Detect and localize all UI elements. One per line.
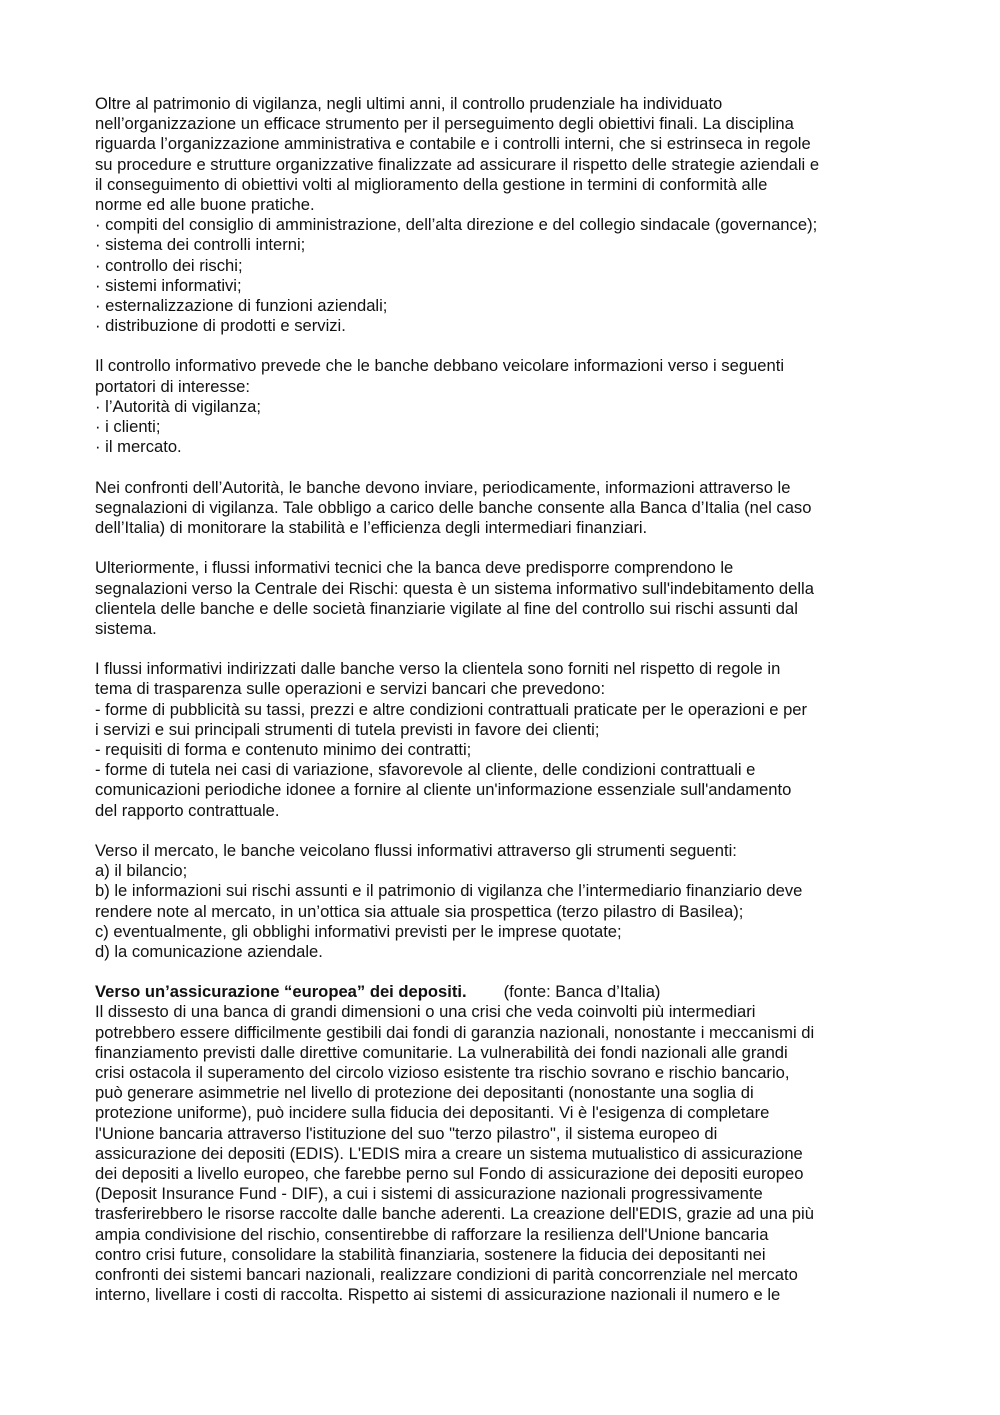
organization-section [95,94,925,336]
paragraph-line: Il controllo informativo prevede che le banche debbano veicolare informazioni verso i seguenti [95,356,785,376]
list-item: - forme di pubblicità su tassi, prezzi e altre condizioni contrattuali praticate per le operazioni e per [95,699,808,719]
section-heading-row [95,982,925,1002]
paragraph-line: il conseguimento di obiettivi volti al miglioramento della gestione in termini di conformità alle [95,174,768,194]
paragraph-line: Verso il mercato, le banche veicolano flussi informativi attraverso gli strumenti seguenti: [95,840,737,860]
paragraph-line: può generare asimmetrie nel livello di protezione dei depositanti (nonostante una soglia di [95,1083,754,1103]
paragraph-line: segnalazioni di vigilanza. Tale obbligo a carico delle banche consente alla Banca d’Italia (nel caso [95,497,812,517]
list-item: · distribuzione di prodotti e servizi. [95,316,346,336]
clients-section [95,659,925,821]
list-item: b) le informazioni sui rischi assunti e il patrimonio di vigilanza che l’intermediario finanziario deve [95,881,803,901]
paragraph-spacer [95,962,925,982]
edis-section [95,982,925,1305]
paragraph-line: assicurazione dei depositi (EDIS). L'EDIS mira a creare un sistema mutualistico di assicurazione [95,1143,803,1163]
paragraph-line: protezione uniforme), può incidere sulla fiducia dei depositanti. Vi è l'esigenza di completare [95,1103,770,1123]
paragraph-line: potrebbero essere difficilmente gestibili dai fondi di garanzia nazionali, nonostante i meccanismi di [95,1022,815,1042]
list-item: d) la comunicazione aziendale. [95,941,323,961]
paragraph-line: segnalazioni verso la Centrale dei Rischi: questa è un sistema informativo sull'indebitamento della [95,578,814,598]
paragraph-spacer [95,538,925,558]
paragraph-line: Oltre al patrimonio di vigilanza, negli ultimi anni, il controllo prudenziale ha individuato [95,94,723,113]
paragraph-line: portatori di interesse: [95,376,250,396]
list-item: i servizi e sui principali strumenti di tutela previsti in favore dei clienti; [95,719,600,739]
list-item: - forme di tutela nei casi di variazione, sfavorevole al cliente, delle condizioni contrattuali e [95,760,756,780]
list-item: c) eventualmente, gli obblighi informativi previsti per le imprese quotate; [95,921,622,941]
paragraph-line: Il dissesto di una banca di grandi dimensioni o una crisi che veda coinvolti più intermediari [95,1002,756,1022]
paragraph-line: norme ed alle buone pratiche. [95,194,315,214]
paragraph-line: dell’Italia) di monitorare la stabilità e l’efficienza degli intermediari finanziari. [95,517,648,537]
paragraph-spacer [95,457,925,477]
paragraph-line: trasferirebbero le risorse raccolte dalle banche aderenti. La creazione dell'EDIS, grazie ad una più [95,1204,814,1224]
list-item: · esternalizzazione di funzioni aziendali; [95,295,388,315]
paragraph-line: I flussi informativi indirizzati dalle banche verso la clientela sono forniti nel rispetto di regole in [95,659,781,679]
paragraph-line: sistema. [95,618,157,638]
paragraph-spacer [95,336,925,356]
paragraph-line: riguarda l’organizzazione amministrativa e contabile e i controlli interni, che si estrinseca in regole [95,134,811,154]
list-item: · sistema dei controlli interni; [95,235,306,255]
paragraph-line: tema di trasparenza sulle operazioni e servizi bancari che prevedono: [95,679,606,699]
list-item: a) il bilancio; [95,861,188,881]
paragraph-line: l'Unione bancaria attraverso l'istituzione del suo "terzo pilastro", il sistema europeo di [95,1123,718,1143]
paragraph-spacer [95,821,925,841]
paragraph-line: confronti dei sistemi bancari nazionali, realizzare condizioni di parità concorrenziale nel mercato [95,1264,798,1284]
info-control-section [95,356,925,457]
paragraph-line: interno, livellare i costi di raccolta. Rispetto ai sistemi di assicurazione nazionali il numero e le [95,1285,781,1305]
paragraph-line: clientela delle banche e delle società finanziarie vigilate al fine del controllo sui rischi assunti dal [95,598,798,618]
list-item: del rapporto contrattuale. [95,800,280,820]
paragraph-line: contro crisi future, consolidare la stabilità finanziaria, sostenere la fiducia dei depositanti nei [95,1244,766,1264]
list-item: · controllo dei rischi; [95,255,243,275]
list-item: - requisiti di forma e contenuto minimo dei contratti; [95,740,472,759]
authority-section [95,478,925,539]
source-note: (fonte: Banca d’Italia) [503,982,661,1002]
paragraph-line: ampia condivisione del rischio, consentirebbe di rafforzare la resilienza dell'Unione bancaria [95,1224,769,1244]
paragraph-line: Ulteriormente, i flussi informativi tecnici che la banca deve predisporre comprendono le [95,558,734,578]
market-section [95,841,925,962]
paragraph-line: crisi ostacola il superamento del circolo vizioso esistente tra rischio sovrano e rischio bancario, [95,1063,790,1082]
list-item: · il mercato. [95,437,182,457]
paragraph-spacer [95,639,925,659]
list-item: comunicazioni periodiche idonee a fornire al cliente un'informazione essenziale sull'andamento [95,780,792,800]
list-item: rendere note al mercato, in un’ottica sia attuale sia prospettica (terzo pilastro di Basilea); [95,901,744,921]
list-item: · sistemi informativi; [95,275,242,295]
paragraph-line: Nei confronti dell’Autorità, le banche devono inviare, periodicamente, informazioni attraverso le [95,477,791,497]
paragraph-line: nell’organizzazione un efficace strumento per il perseguimento degli obiettivi finali. La disciplina [95,114,794,134]
paragraph-line: dei depositi a livello europeo, che farebbe perno sul Fondo di assicurazione dei depositi europeo [95,1163,804,1183]
paragraph-line: finanziamento previsti dalle direttive comunitarie. La vulnerabilità dei fondi nazionali alle grandi [95,1042,788,1062]
paragraph-line: su procedure e strutture organizzative finalizzate ad assicurare il rispetto delle strategie aziendali e [95,154,820,174]
list-item: · l’Autorità di vigilanza; [95,396,262,416]
risk-center-section [95,558,925,639]
document-page [95,94,925,1305]
list-item: · i clienti; [95,417,161,436]
section-heading: Verso un’assicurazione “europea” dei depositi. [95,982,467,1002]
list-item: · compiti del consiglio di amministrazione, dell’alta direzione e del collegio sindacale (governance); [95,215,818,235]
paragraph-line: (Deposit Insurance Fund - DIF), a cui i sistemi di assicurazione nazionali progressivamente [95,1184,763,1204]
